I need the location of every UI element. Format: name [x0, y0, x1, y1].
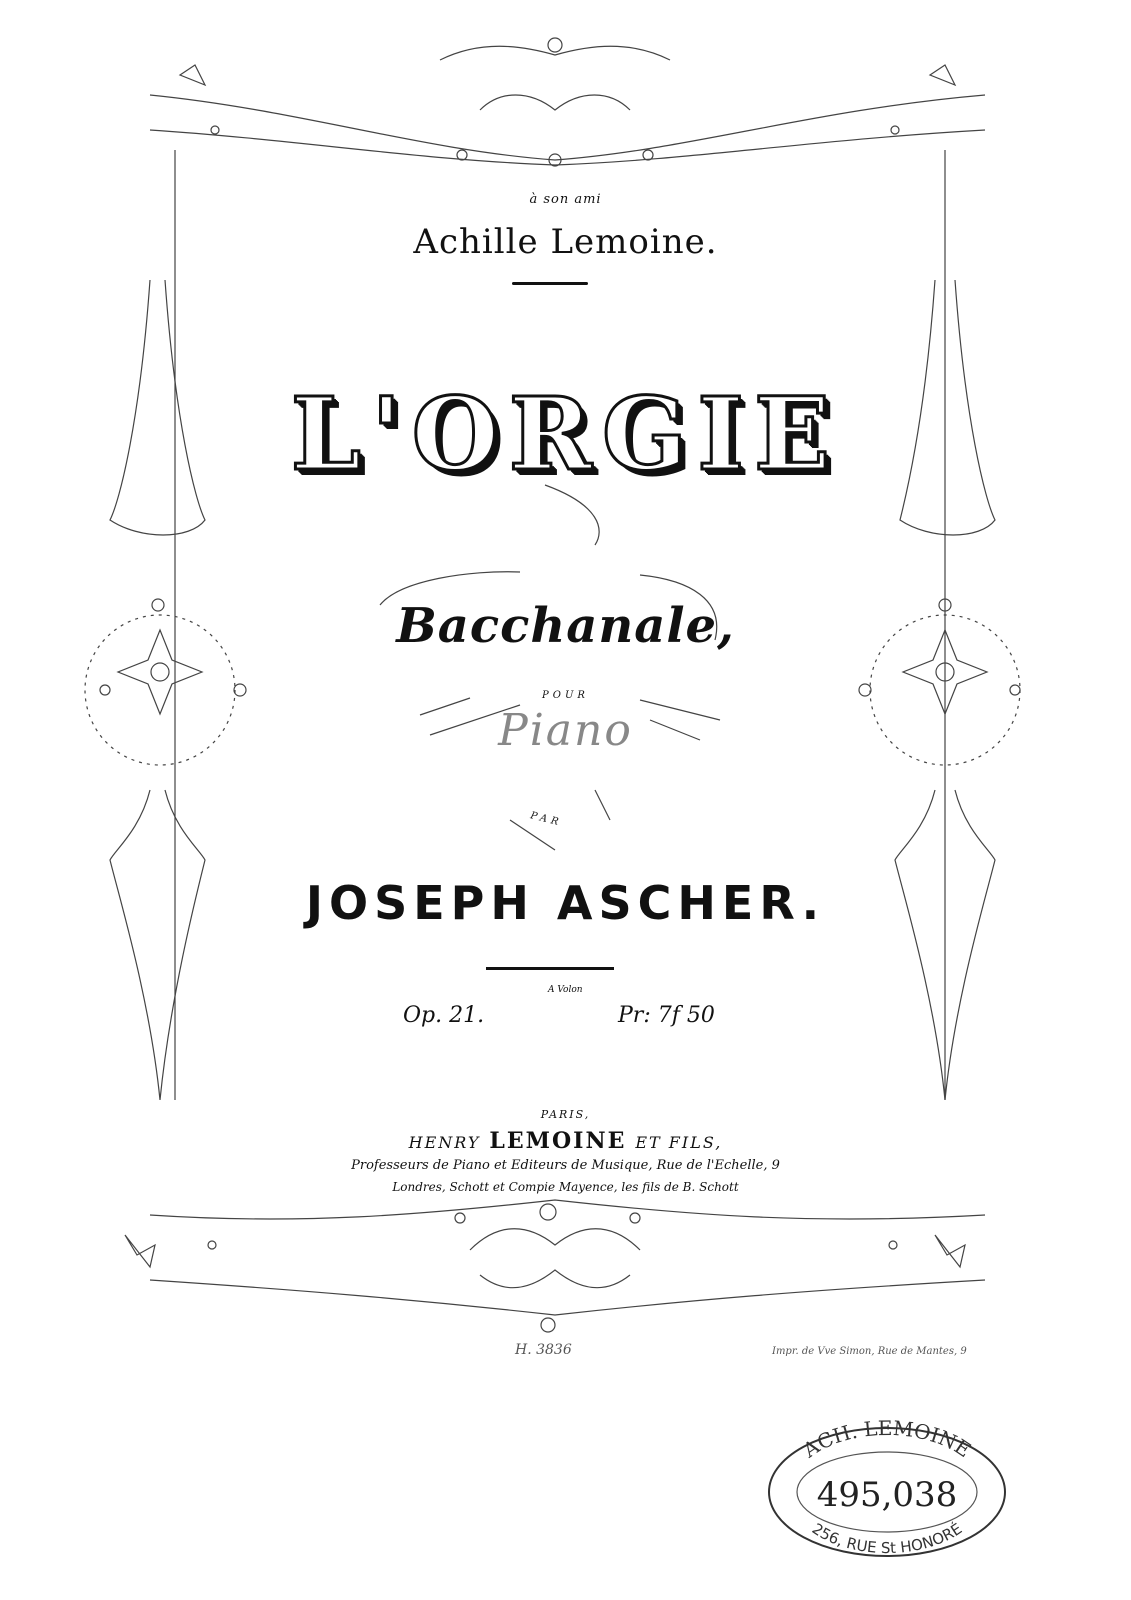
- opus-number: Op. 21.: [403, 1003, 485, 1028]
- par-label: PAR: [529, 810, 564, 829]
- plate-number: H. 3836: [515, 1342, 572, 1358]
- instrument-label: Piano: [498, 705, 633, 756]
- publisher-name-pre: HENRY: [408, 1133, 481, 1152]
- publisher-name-post: ET FILS,: [635, 1133, 723, 1152]
- composer-name: JOSEPH ASCHER.: [305, 876, 826, 930]
- stamp-number: 495,038: [816, 1475, 958, 1515]
- a-volon-note: A Volon: [548, 985, 583, 995]
- pour-label: POUR: [542, 690, 589, 701]
- library-stamp: [762, 1420, 1012, 1560]
- bottom-scroll-line: [150, 1200, 985, 1219]
- printer-credit: Impr. de Vve Simon, Rue de Mantes, 9: [772, 1346, 967, 1357]
- divider-rule-2: [486, 967, 614, 970]
- dedicatee-name: Achille Lemoine.: [413, 222, 718, 262]
- work-subtitle: Bacchanale,: [396, 598, 735, 654]
- publisher-city: PARIS,: [540, 1108, 591, 1121]
- divider-rule: [512, 282, 588, 285]
- top-rosette: [548, 38, 562, 52]
- top-scroll-line: [150, 95, 985, 160]
- bottom-rosette: [540, 1204, 556, 1220]
- publisher-name-main: LEMOINE: [489, 1128, 627, 1154]
- stamp-top-text: ACH. LEMOINE: [798, 1420, 976, 1463]
- publisher-name: [0, 1128, 1131, 1154]
- publisher-address-line-1: Professeurs de Piano et Editeurs de Musique, Rue de l'Echelle, 9: [351, 1158, 780, 1173]
- title-flourish: [545, 485, 599, 545]
- publisher-address-line-2: Londres, Schott et Compie Mayence, les fils de B. Schott: [392, 1180, 739, 1194]
- work-title: L'ORGIE: [290, 375, 841, 493]
- price-label: Pr: 7f 50: [618, 1003, 715, 1028]
- dedication-text: à son ami: [529, 192, 602, 207]
- stamp-bottom-text: 256, RUE St HONORÉ: [808, 1519, 966, 1558]
